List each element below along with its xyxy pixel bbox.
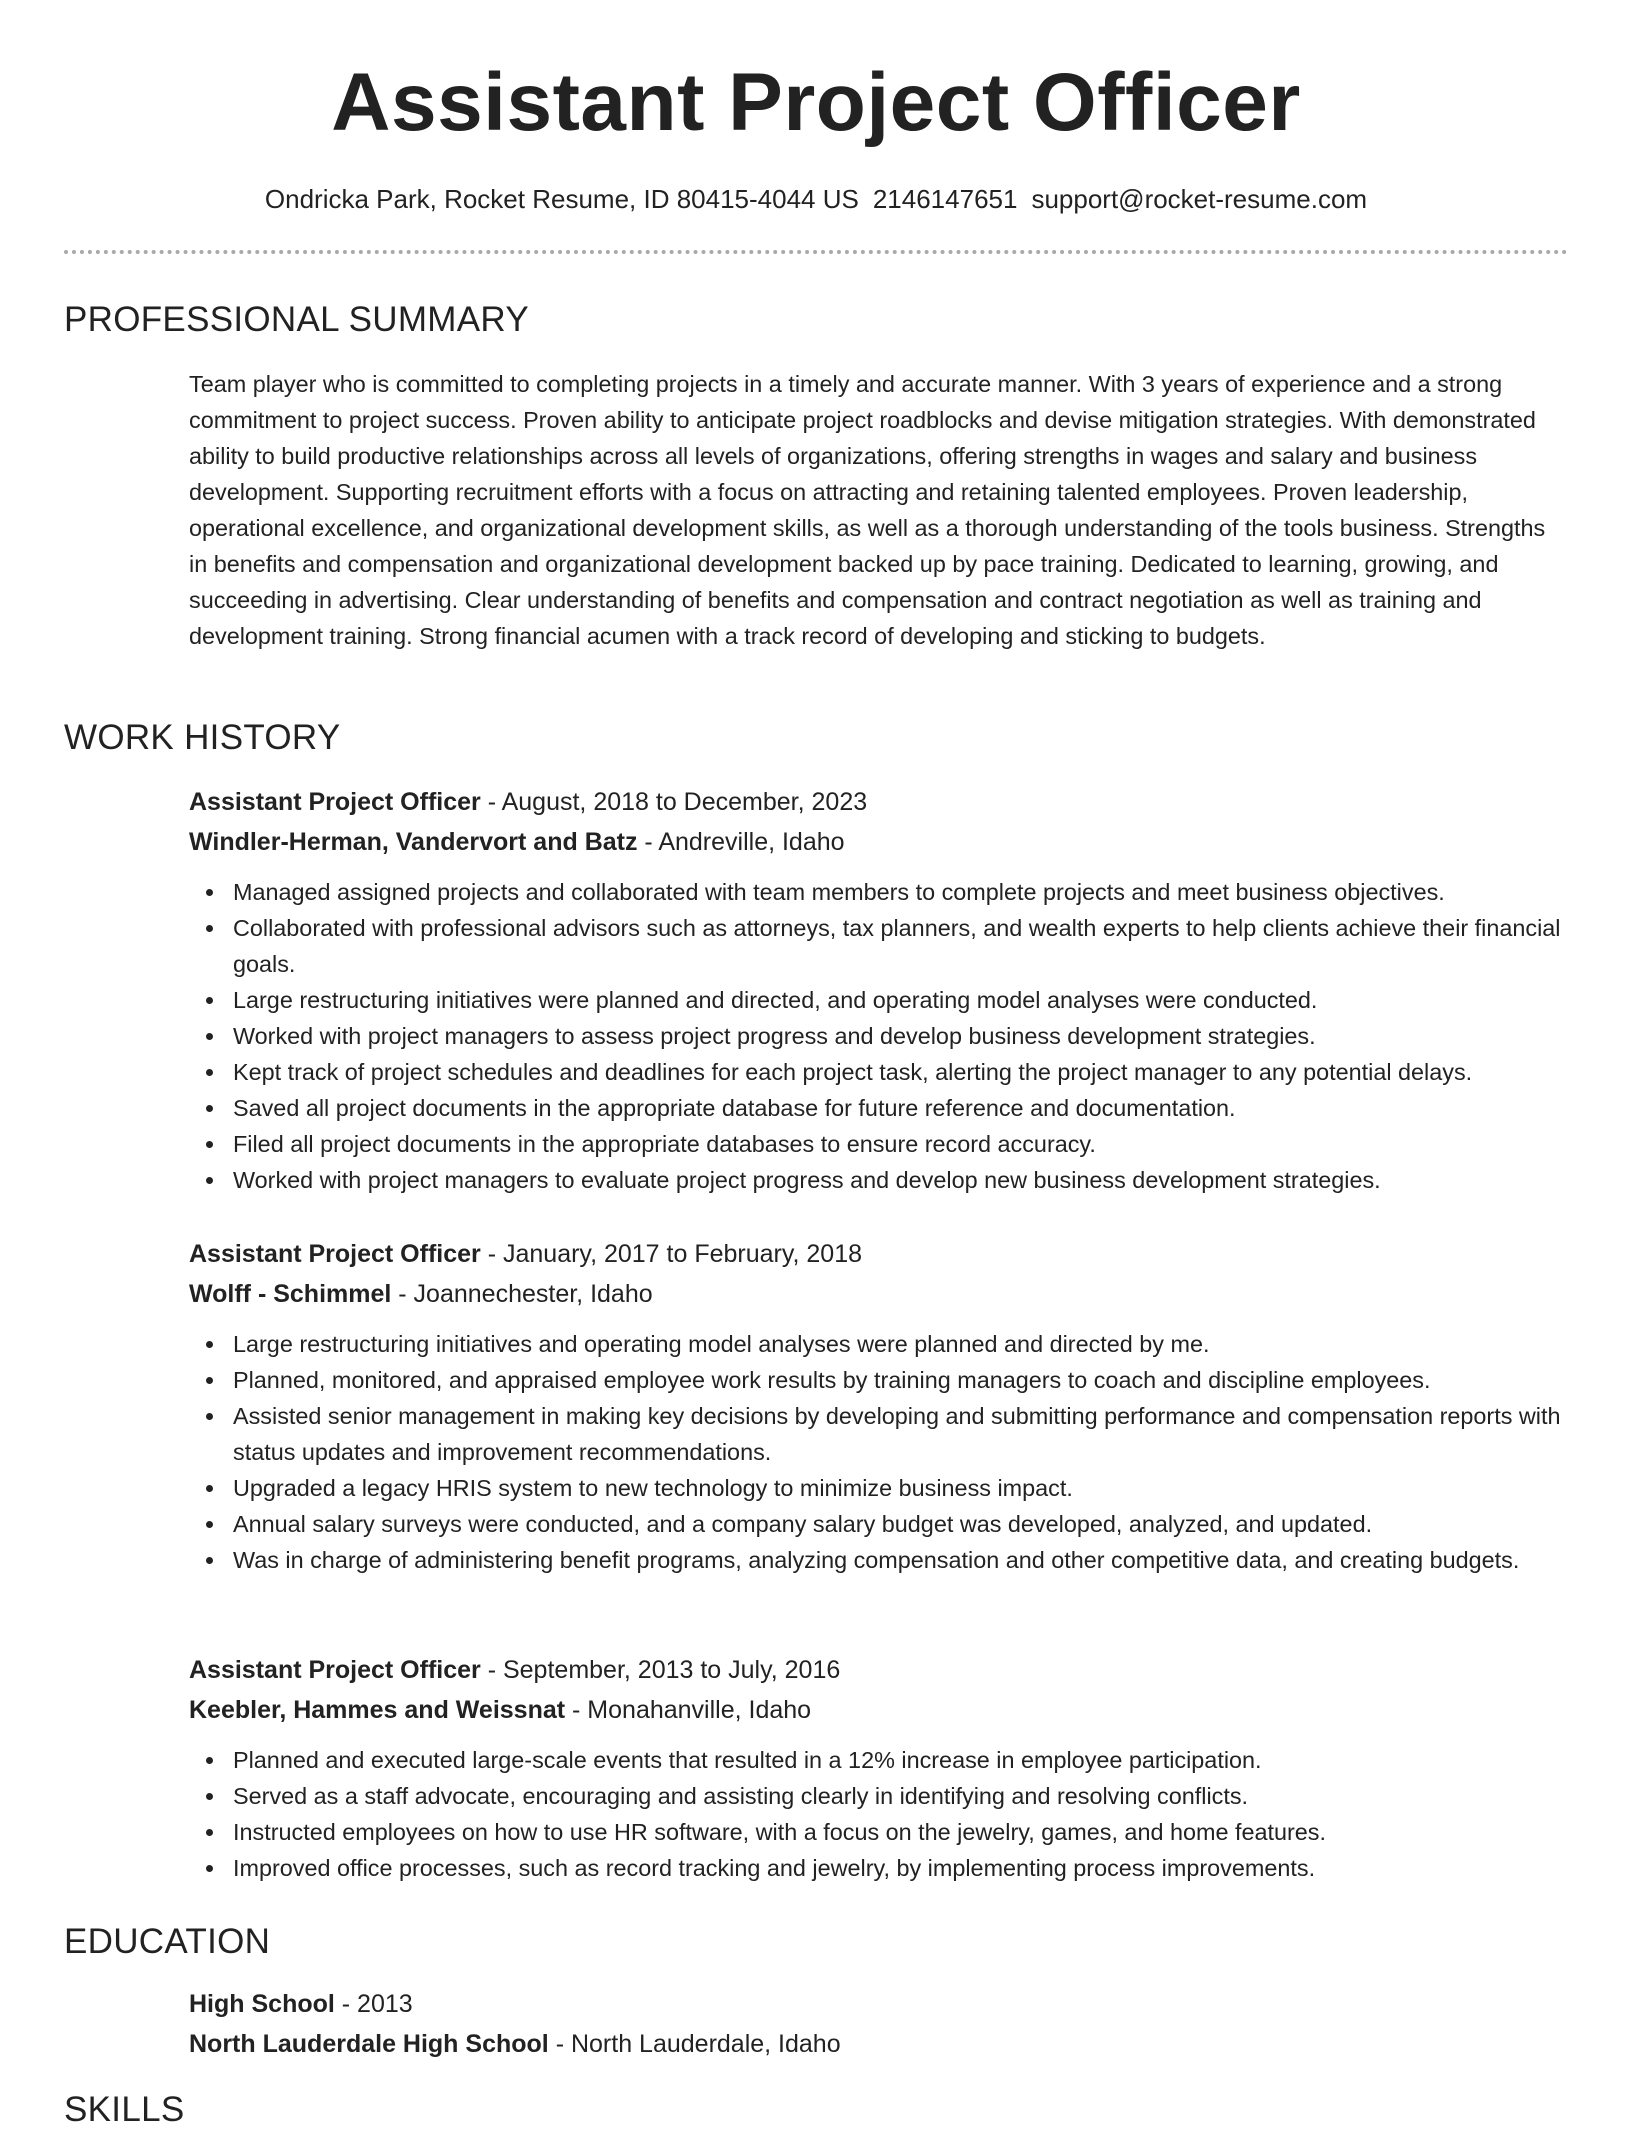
address-text: Ondricka Park, Rocket Resume, ID 80415-4044 US (264, 184, 859, 214)
job-title-line (189, 782, 1569, 822)
job-entry (189, 782, 1569, 1198)
job-bullet: Improved office processes, such as record tracking and jewelry, by implementing process improvements. (233, 1850, 1569, 1886)
job-dates: - January, 2017 to February, 2018 (480, 1240, 863, 1268)
job-bullet: Kept track of project schedules and deadlines for each project task, alerting the project manager to any potential delays. (233, 1054, 1569, 1090)
job-company-line (189, 822, 1569, 862)
skills-heading: SKILLS (64, 2090, 185, 2129)
work-history-heading: WORK HISTORY (64, 718, 341, 757)
job-bullet: Planned, monitored, and appraised employee work results by training managers to coach and discipline employees. (233, 1362, 1569, 1398)
header-divider (64, 250, 1568, 254)
job-company: Windler-Herman, Vandervort and Batz (189, 828, 638, 856)
education-year: - 2013 (334, 1990, 413, 2018)
job-bullet: Assisted senior management in making key decisions by developing and submitting performance and compensation reports with status updates and improvement recommendations. (233, 1398, 1569, 1470)
job-bullet: Worked with project managers to evaluate project progress and develop new business development strategies. (233, 1162, 1569, 1198)
education-degree-line (189, 1984, 1569, 2024)
job-title: Assistant Project Officer (189, 1240, 481, 1268)
job-bullet: Instructed employees on how to use HR software, with a focus on the jewelry, games, and home features. (233, 1814, 1569, 1850)
job-company: Wolff - Schimmel (189, 1280, 392, 1308)
job-bullet: Worked with project managers to assess project progress and develop business development strategies. (233, 1018, 1569, 1054)
education-entry (189, 1984, 1569, 2064)
job-bullet: Annual salary surveys were conducted, and a company salary budget was developed, analyzed, and updated. (233, 1506, 1569, 1542)
job-bullet: Collaborated with professional advisors such as attorneys, tax planners, and wealth experts to help clients achieve their financial goals. (233, 910, 1569, 982)
education-degree: High School (189, 1990, 335, 2018)
education-location: - North Lauderdale, Idaho (548, 2030, 841, 2058)
job-dates: - September, 2013 to July, 2016 (480, 1656, 841, 1684)
job-bullets (189, 1326, 1569, 1578)
job-bullet: Large restructuring initiatives and operating model analyses were planned and directed by me. (233, 1326, 1569, 1362)
job-title: Assistant Project Officer (189, 788, 481, 816)
job-location: - Monahanville, Idaho (565, 1696, 812, 1724)
email-text: support@rocket-resume.com (1031, 184, 1368, 214)
job-company-line (189, 1690, 1569, 1730)
job-bullet: Managed assigned projects and collaborated with team members to complete projects and meet business objectives. (233, 874, 1569, 910)
job-company-line (189, 1274, 1569, 1314)
job-dates: - August, 2018 to December, 2023 (480, 788, 868, 816)
job-title-line (189, 1650, 1569, 1690)
job-bullets (189, 1742, 1569, 1886)
job-title: Assistant Project Officer (189, 1656, 481, 1684)
job-bullet: Upgraded a legacy HRIS system to new technology to minimize business impact. (233, 1470, 1569, 1506)
contact-line (0, 182, 1632, 216)
job-entry (189, 1650, 1569, 1886)
job-title-line (189, 1234, 1569, 1274)
job-company: Keebler, Hammes and Weissnat (189, 1696, 566, 1724)
job-bullet: Filed all project documents in the appropriate databases to ensure record accuracy. (233, 1126, 1569, 1162)
job-bullet: Was in charge of administering benefit programs, analyzing compensation and other competitive data, and creating budgets. (233, 1542, 1569, 1578)
job-bullet: Served as a staff advocate, encouraging and assisting clearly in identifying and resolving conflicts. (233, 1778, 1569, 1814)
summary-heading: PROFESSIONAL SUMMARY (64, 300, 529, 339)
job-location: - Andreville, Idaho (637, 828, 845, 856)
education-heading: EDUCATION (64, 1922, 271, 1961)
job-entry (189, 1234, 1569, 1578)
job-bullet: Planned and executed large-scale events that resulted in a 12% increase in employee participation. (233, 1742, 1569, 1778)
job-location: - Joannechester, Idaho (391, 1280, 653, 1308)
job-bullet: Saved all project documents in the appropriate database for future reference and documentation. (233, 1090, 1569, 1126)
summary-text: Team player who is committed to completing projects in a timely and accurate manner. With 3 years of experience and a strong commitment to project success. Proven ability to anticipate project roadblocks and devise mitigation strategies. With demonstrated ability to build productive relationships across all levels of organizations, offering strengths in wages and salary and business development. Supporting recruitment efforts with a focus on attracting and retaining talented employees. Proven leadership, operational excellence, and organizational development skills, as well as a thorough understanding of the tools business. Strengths in benefits and compensation and organizational development backed up by pace training. Dedicated to learning, growing, and succeeding in advertising. Clear understanding of benefits and compensation and contract negotiation as well as training and development training. Strong financial acumen with a track record of developing and sticking to budgets. (189, 371, 1546, 649)
job-bullets (189, 874, 1569, 1198)
phone-text: 2146147651 (872, 184, 1018, 214)
job-bullet: Large restructuring initiatives were planned and directed, and operating model analyses were conducted. (233, 982, 1569, 1018)
education-school: North Lauderdale High School (189, 2030, 549, 2058)
education-school-line (189, 2024, 1569, 2064)
resume-name: Assistant Project Officer (331, 57, 1301, 148)
